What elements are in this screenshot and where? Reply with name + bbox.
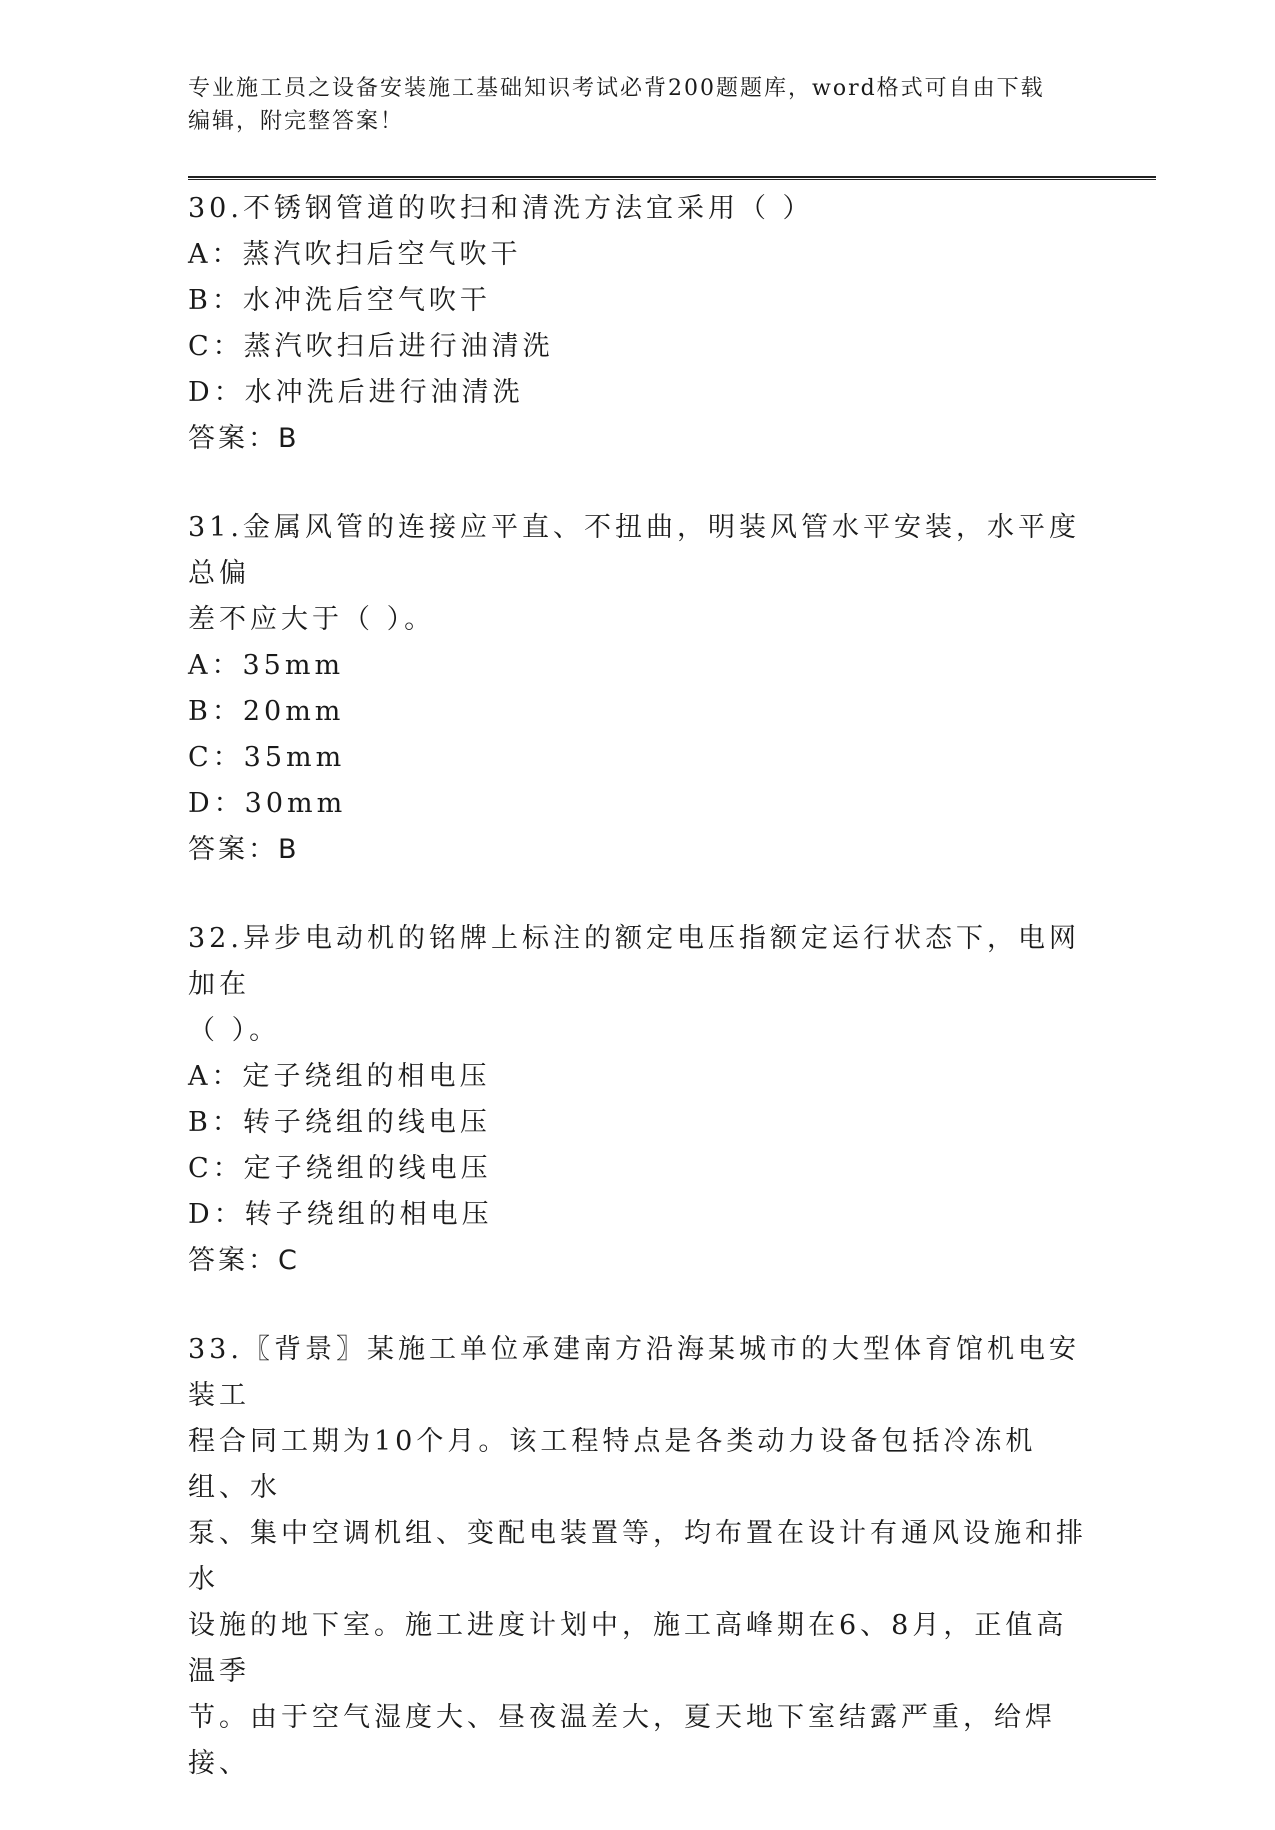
option-b: B：20mm	[188, 696, 345, 727]
background-line: 程合同工期为10个月。该工程特点是各类动力设备包括冷冻机组、水	[188, 1426, 1037, 1503]
question-32	[188, 916, 1088, 1284]
option-a: A：定子绕组的相电压	[188, 1061, 491, 1092]
option-d: D：转子绕组的相电压	[188, 1199, 493, 1230]
question-31	[188, 505, 1088, 873]
document-header	[188, 72, 1068, 138]
header-divider	[188, 176, 1156, 180]
question-stem: 32.异步电动机的铭牌上标注的额定电压指额定运行状态下，电网加在	[188, 923, 1080, 1000]
option-c: C：蒸汽吹扫后进行油清洗	[188, 331, 554, 362]
header-line-2: 编辑，附完整答案！	[188, 109, 405, 134]
question-stem-continued: （ ）。	[188, 1015, 281, 1046]
answer-label: 答案：B	[188, 423, 300, 454]
background-line: 设施的地下室。施工进度计划中，施工高峰期在6、8月，正值高温季	[188, 1610, 1068, 1687]
option-b: B：水冲洗后空气吹干	[188, 285, 491, 316]
answer-label: 答案：B	[188, 834, 300, 865]
option-a: A：蒸汽吹扫后空气吹干	[188, 239, 522, 270]
question-stem-continued: 差不应大于（ ）。	[188, 604, 436, 635]
background-line: 33.〖背景〗某施工单位承建南方沿海某城市的大型体育馆机电安装工	[188, 1334, 1080, 1411]
question-list	[188, 186, 1088, 1830]
header-line-1: 专业施工员之设备安装施工基础知识考试必背200题题库，word格式可自由下载	[188, 76, 1045, 101]
option-c: C：35mm	[188, 742, 346, 773]
question-stem: 30.不锈钢管道的吹扫和清洗方法宜采用（ ）	[188, 193, 814, 224]
answer-label: 答案：C	[188, 1245, 300, 1276]
question-33	[188, 1327, 1088, 1787]
background-line: 节。由于空气湿度大、昼夜温差大，夏天地下室结露严重，给焊接、	[188, 1702, 1056, 1779]
background-line: 泵、集中空调机组、变配电装置等，均布置在设计有通风设施和排水	[188, 1518, 1087, 1595]
option-a: A：35mm	[188, 650, 345, 681]
option-b: B：转子绕组的线电压	[188, 1107, 491, 1138]
option-d: D：30mm	[188, 788, 347, 819]
question-30	[188, 186, 1088, 462]
question-stem: 31.金属风管的连接应平直、不扭曲，明装风管水平安装，水平度总偏	[188, 512, 1080, 589]
option-d: D：水冲洗后进行油清洗	[188, 377, 524, 408]
option-c: C：定子绕组的线电压	[188, 1153, 492, 1184]
